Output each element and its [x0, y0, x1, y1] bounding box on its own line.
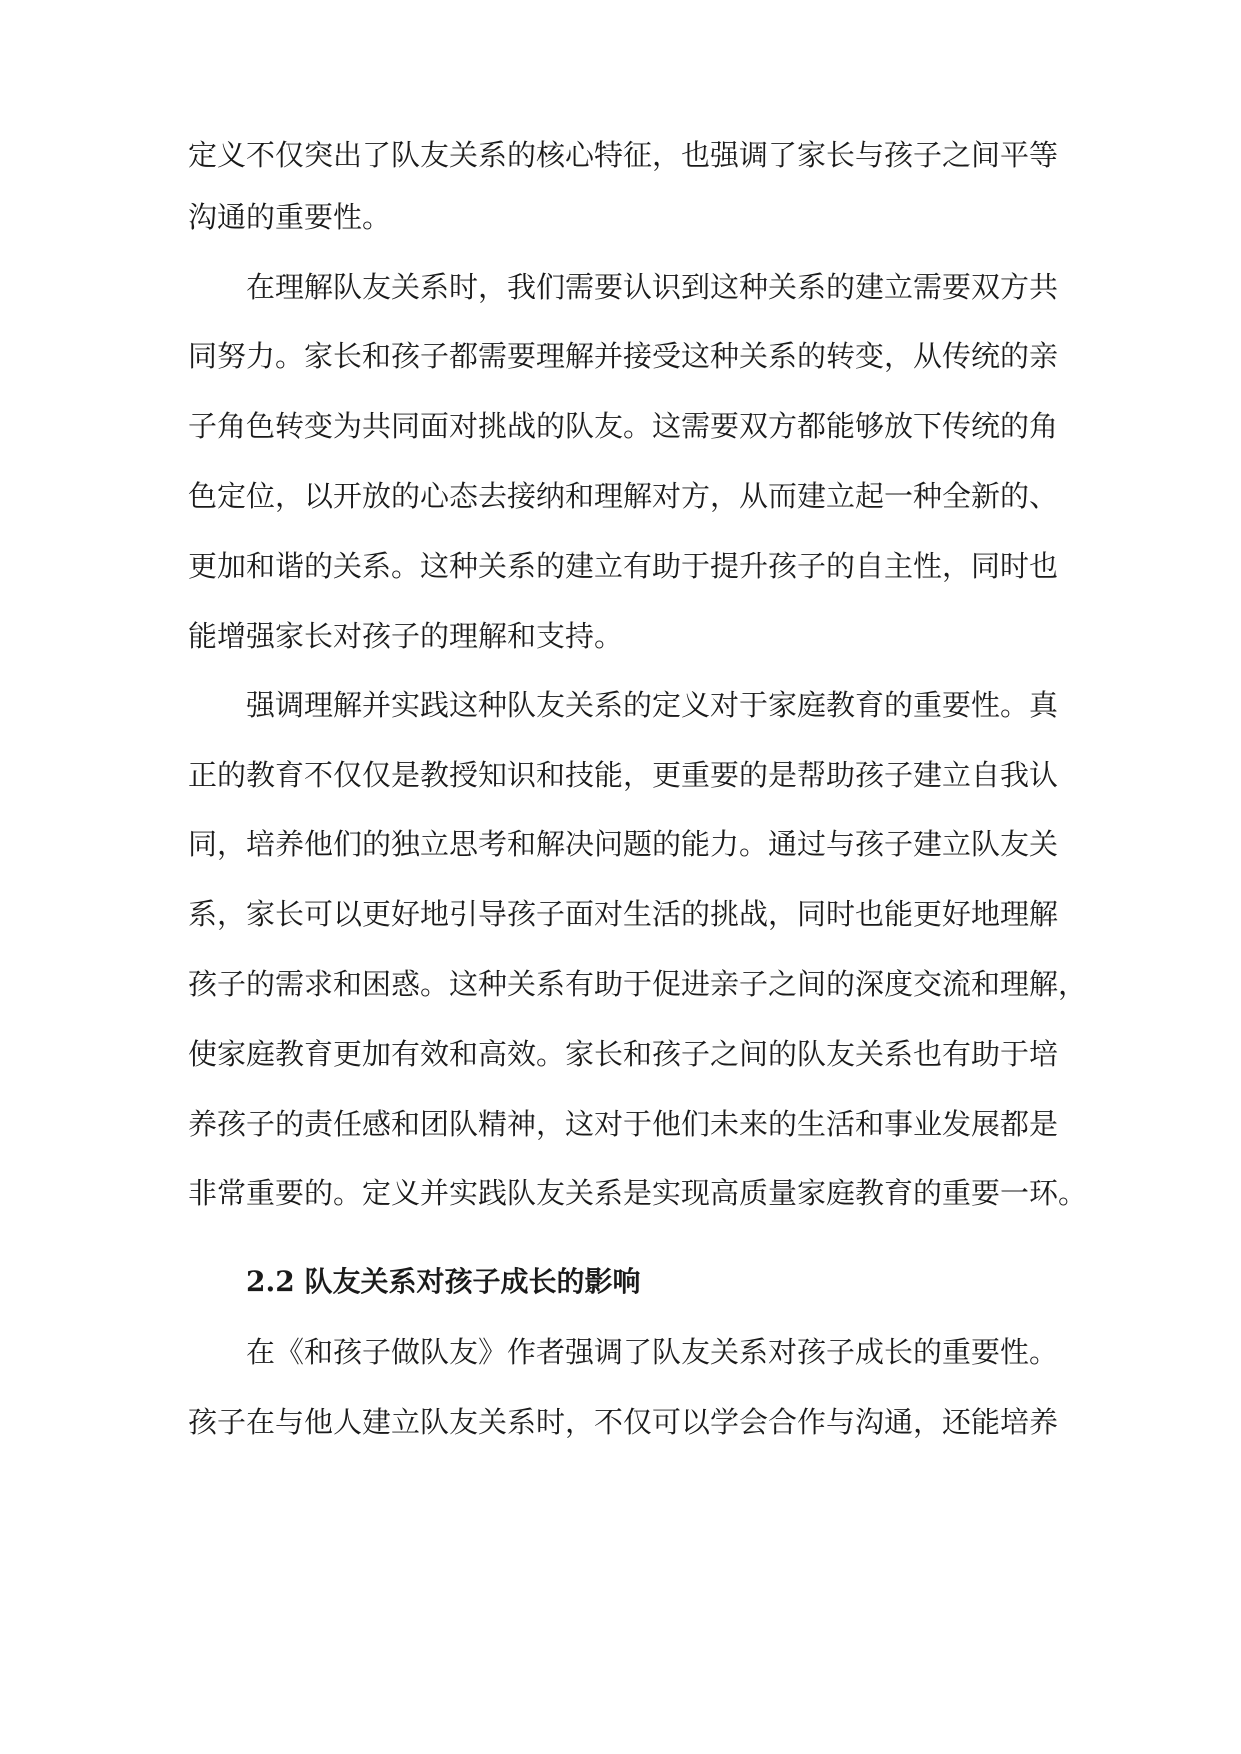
section-heading: 2.2 队友关系对孩子成长的影响	[246, 1265, 641, 1298]
paragraph-line: 养孩子的责任感和团队精神，这对于他们未来的生活和事业发展都是	[188, 1107, 1059, 1141]
paragraph-line: 系，家长可以更好地引导孩子面对生活的挑战，同时也能更好地理解	[188, 897, 1059, 931]
paragraph-line: 沟通的重要性。	[188, 200, 392, 234]
paragraph-line: 在理解队友关系时，我们需要认识到这种关系的建立需要双方共	[246, 270, 1059, 304]
paragraph-line: 非常重要的。定义并实践队友关系是实现高质量家庭教育的重要一环。	[188, 1176, 1088, 1210]
paragraph-line: 色定位，以开放的心态去接纳和理解对方，从而建立起一种全新的、	[188, 479, 1059, 513]
paragraph-line: 正的教育不仅仅是教授知识和技能，更重要的是帮助孩子建立自我认	[188, 758, 1059, 792]
paragraph-line: 更加和谐的关系。这种关系的建立有助于提升孩子的自主性，同时也	[188, 549, 1059, 583]
paragraph-line: 定义不仅突出了队友关系的核心特征，也强调了家长与孩子之间平等	[188, 138, 1059, 172]
paragraph-line: 子角色转变为共同面对挑战的队友。这需要双方都能够放下传统的角	[188, 409, 1059, 443]
paragraph-line: 同努力。家长和孩子都需要理解并接受这种关系的转变，从传统的亲	[188, 339, 1059, 373]
paragraph-line: 在《和孩子做队友》作者强调了队友关系对孩子成长的重要性。	[246, 1335, 1059, 1369]
paragraph-line: 同，培养他们的独立思考和解决问题的能力。通过与孩子建立队友关	[188, 827, 1059, 861]
paragraph-line: 能增强家长对孩子的理解和支持。	[188, 619, 624, 653]
paragraph-line: 强调理解并实践这种队友关系的定义对于家庭教育的重要性。真	[246, 688, 1059, 722]
paragraph-line: 孩子的需求和困惑。这种关系有助于促进亲子之间的深度交流和理解，	[188, 967, 1088, 1001]
paragraph-line: 孩子在与他人建立队友关系时，不仅可以学会合作与沟通，还能培养	[188, 1405, 1059, 1439]
paragraph-line: 使家庭教育更加有效和高效。家长和孩子之间的队友关系也有助于培	[188, 1037, 1059, 1071]
